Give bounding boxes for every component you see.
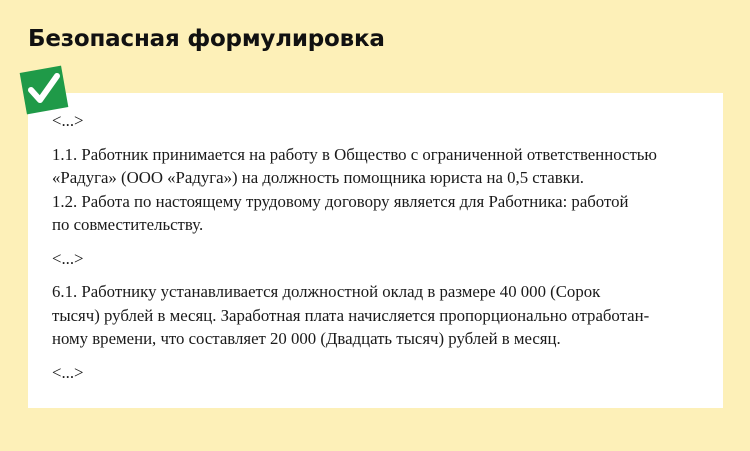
checkmark-icon — [12, 58, 76, 122]
document-card — [28, 93, 723, 408]
clause-1-2-line-1: 1.2. Работа по настоящему трудовому договору является для Работника: работой — [52, 191, 629, 211]
clause-1-1-line-1: 1.1. Работник принимается на работу в Общество с ограниченной ответственностью — [52, 144, 657, 164]
clause-6-1-line-3: ному времени, что составляет 20 000 (Двадцать тысяч) рублей в месяц. — [52, 329, 561, 348]
clause-1-2-line-2: по совместительству. — [52, 215, 204, 234]
clause-6-1-line-1: 6.1. Работнику устанавливается должностной оклад в размере 40 000 (Сорок — [52, 282, 601, 301]
document-text — [52, 109, 712, 384]
ellipsis: <...> — [52, 111, 84, 130]
ellipsis: <...> — [52, 362, 84, 382]
ellipsis: <...> — [52, 248, 84, 268]
page-title: Безопасная формулировка — [28, 26, 385, 52]
clause-6-1-line-2: тысяч) рублей в месяц. Заработная плата начисляется пропорционально отработан- — [52, 305, 650, 325]
clause-1-1-line-2: «Радуга» (ООО «Радуга») на должность помощника юриста на 0,5 ставки. — [52, 168, 584, 187]
